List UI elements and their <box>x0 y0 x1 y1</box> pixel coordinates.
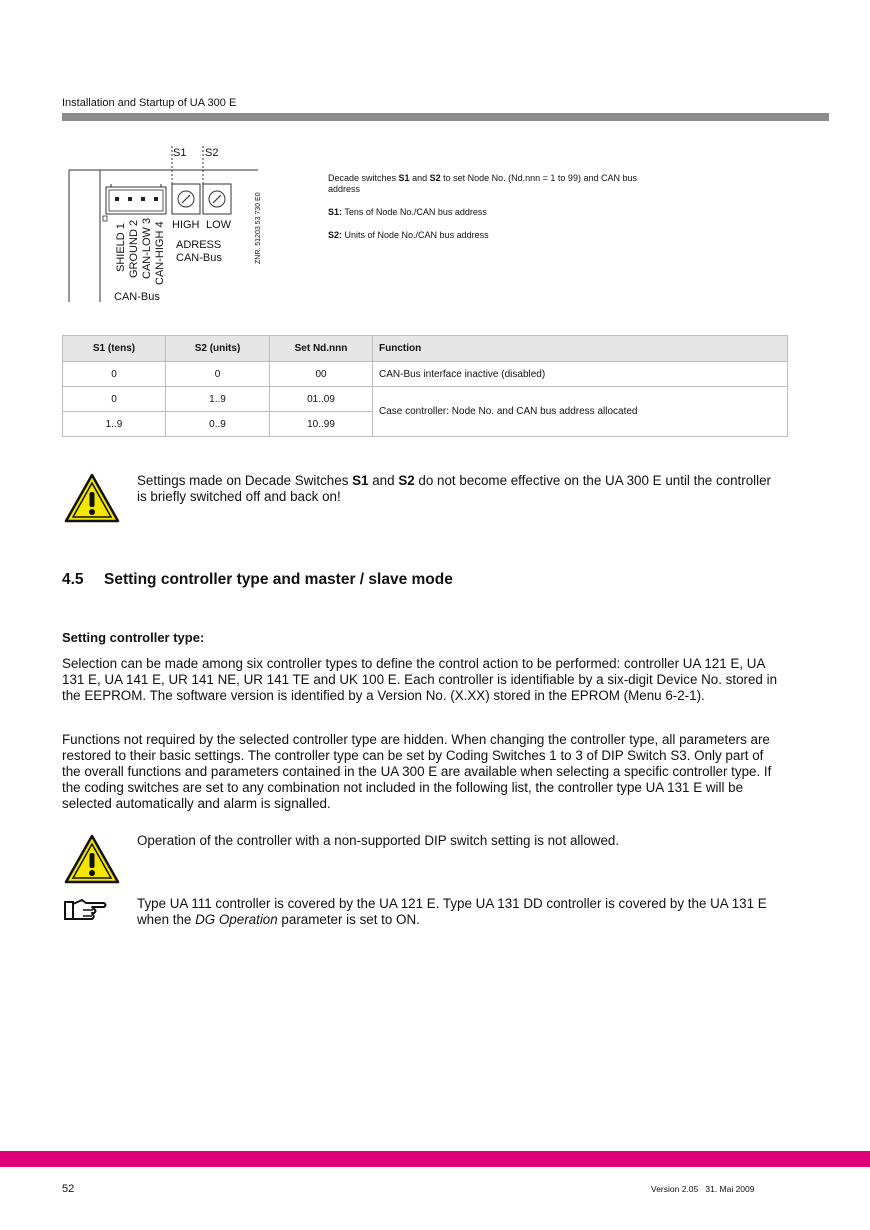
s1-description <box>328 207 668 218</box>
header-title: Installation and Startup of UA 300 E <box>62 97 237 109</box>
table-cell: 1..9 <box>63 412 166 437</box>
terminal-2-label: GROUND 2 <box>128 219 140 278</box>
hint-text: parameter is set to ON. <box>277 912 420 927</box>
desc-text: Decade switches <box>328 173 399 183</box>
table-row <box>63 387 788 412</box>
s1-text: Tens of Node No./CAN bus address <box>342 207 487 217</box>
table-cell-merged: Case controller: Node No. and CAN bus address allocated <box>373 387 788 437</box>
table-cell: 01..09 <box>270 387 373 412</box>
table-row <box>63 362 788 387</box>
hint-text: Type UA 111 controller is covered by the UA 121 E. Type UA 131 DD controller is covered by the UA 131 E when the <box>137 896 767 927</box>
table-cell: 1..9 <box>166 387 270 412</box>
col-header-s1: S1 (tens) <box>63 336 166 362</box>
table-cell: 0 <box>63 387 166 412</box>
diagram-description <box>328 173 668 253</box>
section-heading <box>62 571 453 589</box>
s1-key: S1: <box>328 207 343 217</box>
note-text: and <box>368 473 399 488</box>
pointing-hand-icon <box>64 897 108 923</box>
warning-icon <box>64 834 120 884</box>
desc-s1: S1 <box>398 173 410 183</box>
table-cell: CAN-Bus interface inactive (disabled) <box>373 362 788 387</box>
desc-text: and <box>409 173 430 183</box>
node-address-table <box>62 335 788 437</box>
s2-description <box>328 230 668 241</box>
znr-label: ZNR. 51203 53 730 E0 <box>255 192 262 264</box>
col-header-function: Function <box>373 336 788 362</box>
warning-icon <box>64 473 120 523</box>
terminal-4-label: CAN-HIGH 4 <box>154 221 166 285</box>
header-rule <box>62 113 829 121</box>
version-label: Version 2.05 31. Mai 2009 <box>651 1184 755 1194</box>
terminal-3-label: CAN-LOW 3 <box>141 217 153 279</box>
desc-text: to set Node No. (Nd.nnn = 1 to 99) and CAN bus address <box>328 173 637 194</box>
table-cell: 00 <box>270 362 373 387</box>
adress-canbus-label: CAN-Bus <box>176 252 222 264</box>
s2-marker-label: S2 <box>205 147 219 159</box>
table-cell: 0 <box>166 362 270 387</box>
paragraph-functions: Functions not required by the selected controller type are hidden. When changing the controller type, all parameters are restored to their basic settings. The controller type can be set by Coding Switches 1 to 3 of DIP Switch S3. Only part of the overall functions and parameters contained in the UA 300 E are available when selecting a specific controller type. If the coding switches are set to any combination not included in the following list, the controller type UA 131 E will be selected automatically and alarm is signalled. <box>62 732 772 811</box>
subheading: Setting controller type: <box>62 630 205 645</box>
table-cell: 0..9 <box>166 412 270 437</box>
dip-switch-warning: Operation of the controller with a non-supported DIP switch setting is not allowed. <box>137 833 620 848</box>
desc-s2: S2 <box>429 173 441 183</box>
s1-marker-label: S1 <box>173 147 187 159</box>
wiring-diagram <box>62 140 282 310</box>
table-cell: 0 <box>63 362 166 387</box>
footer-bar <box>0 1151 870 1167</box>
hint-parameter: DG Operation <box>195 912 278 927</box>
col-header-set: Set Nd.nnn <box>270 336 373 362</box>
adress-label: ADRESS <box>176 239 222 251</box>
low-label: LOW <box>206 219 232 231</box>
table-header-row <box>63 336 788 362</box>
high-label: HIGH <box>172 219 200 231</box>
paragraph-controller-types: Selection can be made among six controller types to define the control action to be performed: controller UA 121 E, UA 131 E, UA 141 E, UR 141 NE, UR 141 TE and UK 100 E. Each controller is identifiable by a six-digit Device No. stored in the EEPROM. The software version is identified by a Version No. (X.XX) stored in the EPROM (Menu 6-2-1). <box>62 656 778 703</box>
section-title: Setting controller type and master / slave mode <box>104 571 453 588</box>
canbus-label: CAN-Bus <box>114 291 160 303</box>
decade-switch-note <box>137 473 777 505</box>
terminal-1-label: SHIELD 1 <box>115 223 127 272</box>
controller-type-hint <box>137 896 777 928</box>
table-cell: 10..99 <box>270 412 373 437</box>
note-text: do not become effective on the UA 300 E until the controller is briefly switched off and back on! <box>137 473 772 504</box>
note-s1: S1 <box>352 473 369 488</box>
note-text: Settings made on Decade Switches <box>137 473 353 488</box>
page-number: 52 <box>62 1183 75 1195</box>
s2-text: Units of Node No./CAN bus address <box>342 230 489 240</box>
col-header-s2: S2 (units) <box>166 336 270 362</box>
switch-purpose <box>328 173 668 195</box>
note-s2: S2 <box>398 473 415 488</box>
s2-key: S2: <box>328 230 343 240</box>
section-number: 4.5 <box>62 571 84 588</box>
